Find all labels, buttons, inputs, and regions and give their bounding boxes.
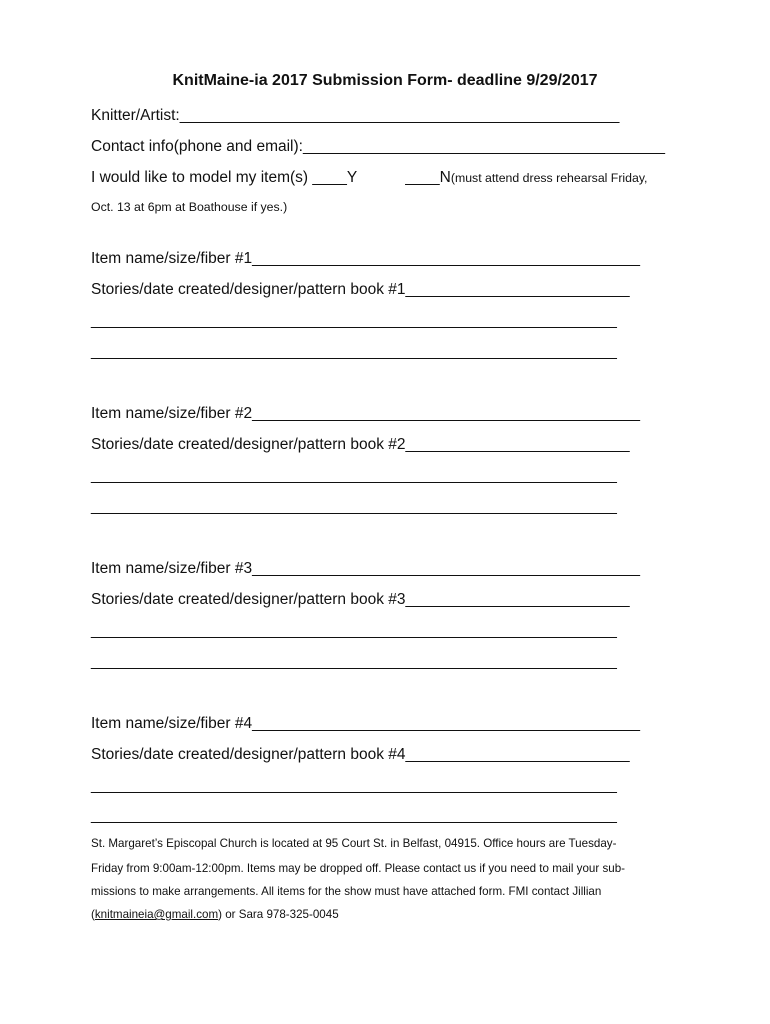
item-4-name-field: Item name/size/fiber #4_____________________________________________: [91, 715, 641, 732]
footer-closing: ) or Sara 978-325-0045: [218, 908, 339, 921]
item-1-name-field: Item name/size/fiber #1_____________________________________________: [91, 250, 641, 267]
footer-line-2: Friday from 9:00am-12:00pm. Items may be dropped off. Please contact us if you need to mail your sub-: [91, 862, 626, 875]
item-2-stories-field: Stories/date created/designer/pattern book #2__________________________: [91, 436, 630, 453]
footer-open-paren: (: [91, 908, 95, 921]
item-2-blank-line-1: _____________________________________________________________: [91, 467, 617, 484]
model-yes-option: I would like to model my item(s) ____Y: [91, 169, 358, 186]
item-4-blank-line-1: _____________________________________________________________: [91, 777, 617, 794]
item-4-stories-field: Stories/date created/designer/pattern book #4__________________________: [91, 746, 630, 763]
item-4-blank-line-2: _____________________________________________________________: [91, 807, 617, 824]
knitter-artist-field: Knitter/Artist:___________________________________________________: [91, 107, 620, 124]
item-2-name-field: Item name/size/fiber #2_____________________________________________: [91, 405, 641, 422]
footer-line-4: [91, 907, 339, 923]
model-note: (must attend dress rehearsal Friday,: [450, 171, 648, 185]
contact-info-field: Contact info(phone and email):__________________________________________: [91, 138, 666, 155]
model-note-continued: Oct. 13 at 6pm at Boathouse if yes.): [91, 200, 288, 214]
item-3-blank-line-1: _____________________________________________________________: [91, 622, 617, 639]
contact-email-link[interactable]: knitmaineia@gmail.com: [94, 908, 219, 921]
model-no-option: ____N: [405, 169, 451, 186]
item-2-blank-line-2: _____________________________________________________________: [91, 498, 617, 515]
item-3-stories-field: Stories/date created/designer/pattern book #3__________________________: [91, 591, 630, 608]
item-1-blank-line-1: _____________________________________________________________: [91, 312, 617, 329]
footer-line-3: missions to make arrangements. All items for the show must have attached form. FMI contact Jillian: [91, 885, 602, 898]
item-1-blank-line-2: _____________________________________________________________: [91, 343, 617, 360]
item-3-name-field: Item name/size/fiber #3_____________________________________________: [91, 560, 641, 577]
item-1-stories-field: Stories/date created/designer/pattern book #1__________________________: [91, 281, 630, 298]
item-3-blank-line-2: _____________________________________________________________: [91, 653, 617, 670]
form-title: KnitMaine-ia 2017 Submission Form- deadline 9/29/2017: [172, 72, 598, 89]
footer-line-1: St. Margaret’s Episcopal Church is located at 95 Court St. in Belfast, 04915. Office hours are Tuesday-: [91, 837, 617, 850]
model-question: [91, 168, 647, 188]
